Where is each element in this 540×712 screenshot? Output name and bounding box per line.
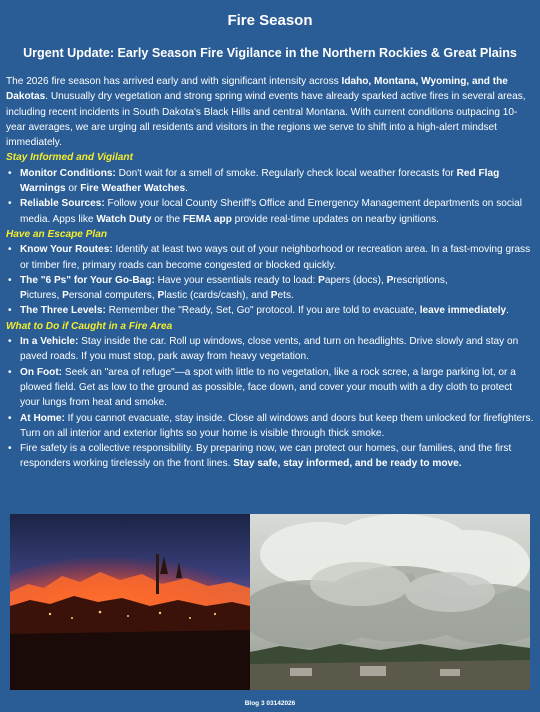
- item-text: lastic (cards/cash), and: [164, 290, 271, 302]
- item-emphasis: leave immediately: [419, 305, 507, 317]
- item-initial: P: [62, 290, 69, 302]
- intro-paragraph: [6, 74, 534, 150]
- item-emphasis: Fire Weather Watches: [80, 183, 186, 195]
- item-text: Seek an "area of refuge"—a spot with little to no vegetation, like a rock scree, a large parking lot, or a plowed field. Get as low to the ground as possible, face down, and cover your mouth with a dry cloth to protect your lungs from heat and smoke.: [20, 366, 516, 409]
- list-informed: [6, 166, 534, 227]
- item-text: ersonal computers,: [68, 290, 158, 302]
- list-item: [6, 441, 534, 472]
- wildfire-night-photo: [10, 514, 250, 690]
- item-text: or: [65, 183, 81, 195]
- section-heading-caught: What to Do if Caught in a Fire Area: [6, 320, 173, 332]
- intro-regions: Idaho, Montana, Wyoming, and the Dakotas: [6, 76, 508, 103]
- item-text: Have your essentials ready to load:: [154, 274, 319, 286]
- item-text: ets.: [277, 290, 294, 302]
- photo-strip: [10, 514, 530, 690]
- item-text: or the: [151, 213, 183, 225]
- smoke-plume-photo: [250, 514, 530, 690]
- item-text: .: [506, 305, 509, 317]
- item-text: Remember the "Ready, Set, Go" protocol. If you are told to evacuate,: [105, 305, 420, 317]
- intro-text-2: . Unusually dry vegetation and strong spring wind events have already sparked active fires in several areas, including recent incidents in South Dakota's Black Hills and central Montana. With current conditions outpacing 10-year averages, we are urging all residents and visitors in the regions we serve to shift into a high-alert mindset immediately.: [6, 91, 526, 149]
- list-item: [6, 334, 534, 365]
- item-initial: P: [386, 274, 394, 286]
- item-text: Don't wait for a smell of smoke. Regularly check local weather forecasts for: [115, 167, 457, 179]
- item-text: Identify at least two ways out of your neighborhood or recreation area. In a fast-moving grass or timber fire, primary roads can become congested or blocked quickly.: [20, 244, 531, 271]
- page-title: Fire Season: [227, 12, 313, 29]
- list-item: [6, 411, 534, 442]
- list-item: [6, 303, 534, 318]
- item-text: provide real-time updates on nearby ignitions.: [231, 213, 439, 225]
- headline: Urgent Update: Early Season Fire Vigilance in the Northern Rockies & Great Plains: [23, 46, 517, 60]
- item-emphasis: FEMA app: [182, 213, 232, 225]
- item-emphasis: Watch Duty: [96, 213, 152, 225]
- item-label: On Foot:: [20, 366, 63, 378]
- list-item: [6, 242, 534, 273]
- item-label: The Three Levels:: [20, 305, 106, 317]
- list-item: [6, 196, 534, 227]
- item-label: Know Your Routes:: [20, 244, 113, 256]
- list-item: [6, 365, 534, 411]
- item-initial: P: [270, 290, 278, 302]
- list-caught: [6, 334, 534, 472]
- item-text: ictures,: [26, 290, 63, 302]
- section-heading-informed: Stay Informed and Vigilant: [6, 152, 133, 164]
- list-item: [6, 166, 534, 197]
- item-text: apers (docs),: [324, 274, 387, 286]
- item-initial: P: [20, 290, 27, 302]
- item-label: The "6 Ps" for Your Go-Bag:: [20, 274, 155, 286]
- list-item: [6, 273, 534, 304]
- item-text: Follow your local County Sheriff's Office and Emergency Management departments on social media. Apps like: [20, 198, 523, 225]
- closing-emphasis: Stay safe, stay informed, and be ready to move.: [233, 458, 462, 470]
- item-label: In a Vehicle:: [20, 336, 79, 348]
- item-emphasis: Red Flag Warnings: [20, 167, 500, 195]
- footer-label: Blog 3 03142026: [244, 700, 296, 707]
- item-label: Monitor Conditions:: [20, 167, 116, 179]
- item-label: At Home:: [20, 412, 65, 424]
- item-initial: P: [318, 274, 325, 286]
- article-body: [6, 74, 534, 472]
- section-heading-escape: Have an Escape Plan: [6, 228, 107, 240]
- item-text: If you cannot evacuate, stay inside. Close all windows and doors but keep them unlocked for firefighters. Turn on all interior and exterior lights so your home is visible through thick smoke.: [20, 412, 534, 439]
- intro-text-1: The 2026 fire season has arrived early and with significant intensity across: [6, 76, 342, 87]
- item-text: Fire safety is a collective responsibility. By preparing now, we can protect our homes, our families, and the first responders working tirelessly on the front lines.: [20, 443, 512, 470]
- item-label: Reliable Sources:: [20, 198, 105, 210]
- item-text: rescriptions,: [393, 274, 448, 286]
- list-escape: [6, 242, 534, 318]
- item-text: .: [185, 183, 188, 195]
- item-initial: P: [157, 290, 165, 302]
- item-text: Stay inside the car. Roll up windows, close vents, and turn on headlights. Drive slowly and stay on paved roads. If you must stop, park away from heavy vegetation.: [20, 336, 519, 363]
